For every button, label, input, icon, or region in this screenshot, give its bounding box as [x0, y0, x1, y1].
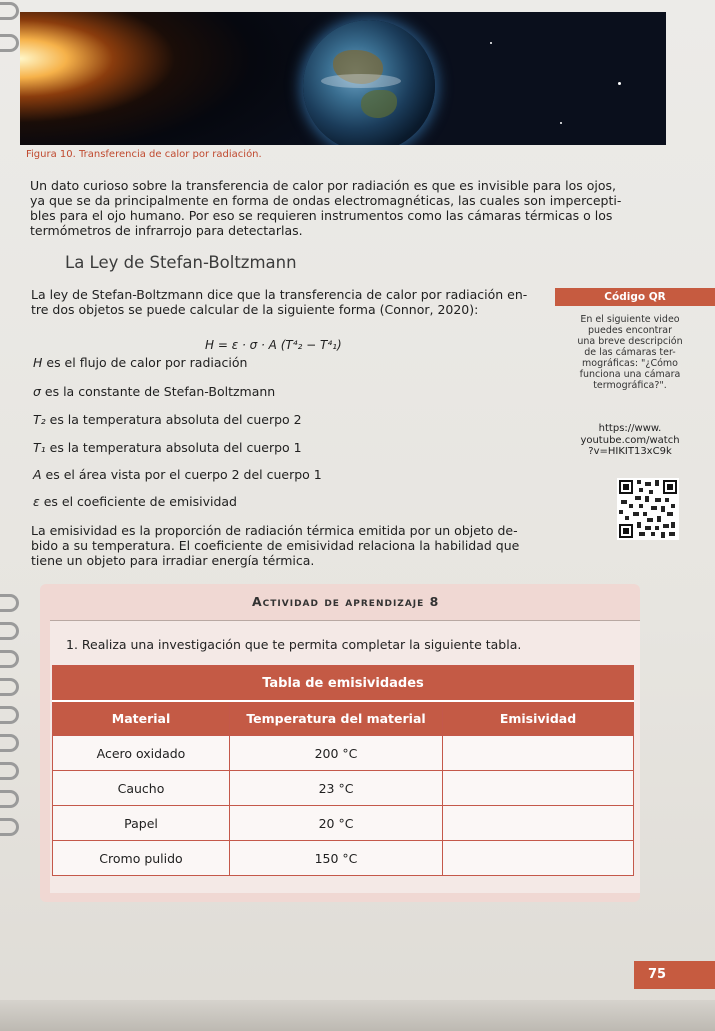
binder-ring [0, 678, 19, 696]
binder-ring [0, 706, 19, 724]
binder-ring [0, 594, 19, 612]
table-row [53, 771, 634, 806]
table-row [53, 736, 634, 771]
cell-temperature: 20 °C [230, 806, 443, 841]
law-paragraph: La ley de Stefan-Boltzmann dice que la transferencia de calor por radiación en- tre dos objetos se puede calcular de la siguiente forma (Connor, 2020): [31, 287, 528, 317]
cell-temperature: 200 °C [230, 736, 443, 771]
column-header-emissivity: Emisividad [443, 701, 634, 736]
cell-material: Papel [53, 806, 230, 841]
cell-material: Cromo pulido [53, 841, 230, 876]
cell-emissivity[interactable] [443, 841, 634, 876]
definition-t1: T₁ es la temperatura absoluta del cuerpo 1 [33, 440, 302, 455]
page-number: 75 [634, 961, 715, 989]
definition-t2: T₂ es la temperatura absoluta del cuerpo 2 [33, 412, 302, 427]
binder-ring [0, 790, 19, 808]
binder-ring [0, 622, 19, 640]
stefan-boltzmann-formula: H = ε · σ · A (T⁴₂ − T⁴₁) [205, 338, 342, 352]
definition-sigma: σ es la constante de Stefan-Boltzmann [33, 384, 276, 399]
binder-ring [0, 734, 19, 752]
binder-ring [0, 34, 19, 52]
binder-ring [0, 762, 19, 780]
activity-instruction: 1. Realiza una investigación que te permita completar la siguiente tabla. [66, 637, 522, 652]
binder-ring [0, 2, 19, 20]
definition-a: A es el área vista por el cuerpo 2 del cuerpo 1 [33, 467, 322, 482]
cell-emissivity[interactable] [443, 806, 634, 841]
table-row [53, 806, 634, 841]
cell-emissivity[interactable] [443, 736, 634, 771]
activity-title: Actividad de aprendizaje 8 [252, 594, 440, 609]
cell-material: Acero oxidado [53, 736, 230, 771]
sun-and-earth-illustration [20, 12, 666, 145]
definition-epsilon: ε es el coeficiente de emisividad [33, 494, 237, 509]
definition-h: H es el flujo de calor por radiación [33, 355, 248, 370]
video-link[interactable]: https://www. youtube.com/watch ?v=HIKIT13xC9k [580, 423, 680, 457]
page-edge [0, 1000, 715, 1031]
table-caption: Tabla de emisividades [53, 666, 634, 702]
qr-description: En el siguiente video puedes encontrar una breve descripción de las cámaras ter- mográficas: "¿Cómo funciona una cámara termográfica?". [577, 314, 683, 391]
cell-temperature: 150 °C [230, 841, 443, 876]
binder-ring [0, 650, 19, 668]
earth-image [303, 20, 435, 145]
cell-temperature: 23 °C [230, 771, 443, 806]
cell-material: Caucho [53, 771, 230, 806]
table-row [53, 841, 634, 876]
qr-box-title: Código QR [555, 288, 715, 306]
intro-paragraph: Un dato curioso sobre la transferencia de calor por radiación es que es invisible para los ojos, ya que se da principalmente en forma de ondas electromagnéticas, las cuales son impercepti- bles para el ojo humano. Por eso se requieren instrumentos como las cámaras térmicas o los termómetros de infrarrojo para detectarlas. [30, 178, 622, 238]
emissivity-paragraph: La emisividad es la proporción de radiación térmica emitida por un objeto de- bido a su temperatura. El coeficiente de emisividad relaciona la habilidad que tiene un objeto para irradiar energía térmica. [31, 523, 520, 568]
figure-caption: Figura 10. Transferencia de calor por radiación. [26, 149, 262, 160]
column-header-material: Material [53, 701, 230, 736]
qr-code-icon[interactable] [617, 478, 679, 540]
section-heading: La Ley de Stefan-Boltzmann [65, 253, 297, 272]
binder-ring [0, 818, 19, 836]
emissivity-table [52, 665, 634, 876]
cell-emissivity[interactable] [443, 771, 634, 806]
column-header-temperature: Temperatura del material [230, 701, 443, 736]
